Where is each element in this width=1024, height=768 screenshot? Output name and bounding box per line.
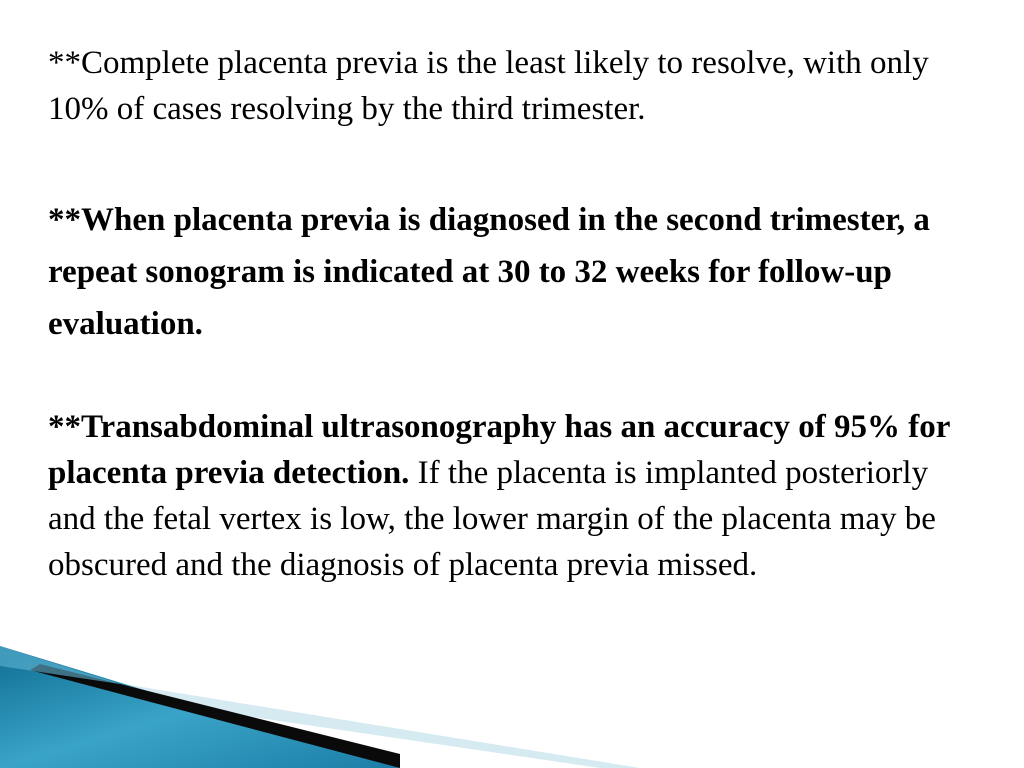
paragraph-transabdominal-accuracy: [48, 404, 968, 588]
paragraph-complete-previa: **Complete placenta previa is the least likely to resolve, with only 10% of cases resolving by the third trimester.: [48, 45, 929, 127]
decorative-swoosh: [0, 646, 640, 768]
paragraph-repeat-sonogram: **When placenta previa is diagnosed in the second trimester, a repeat sonogram is indicated at 30 to 32 weeks for follow-up evaluation.: [48, 202, 930, 342]
paragraph-transabdominal-bold: **Transabdominal ultrasonography has an accuracy of 95% for placenta previa detection.: [48, 409, 950, 491]
paragraph-transabdominal-rest: If the placenta is implanted posteriorly and the fetal vertex is low, the lower margin of the placenta may be obscured and the diagnosis of placenta previa missed.: [48, 455, 936, 583]
